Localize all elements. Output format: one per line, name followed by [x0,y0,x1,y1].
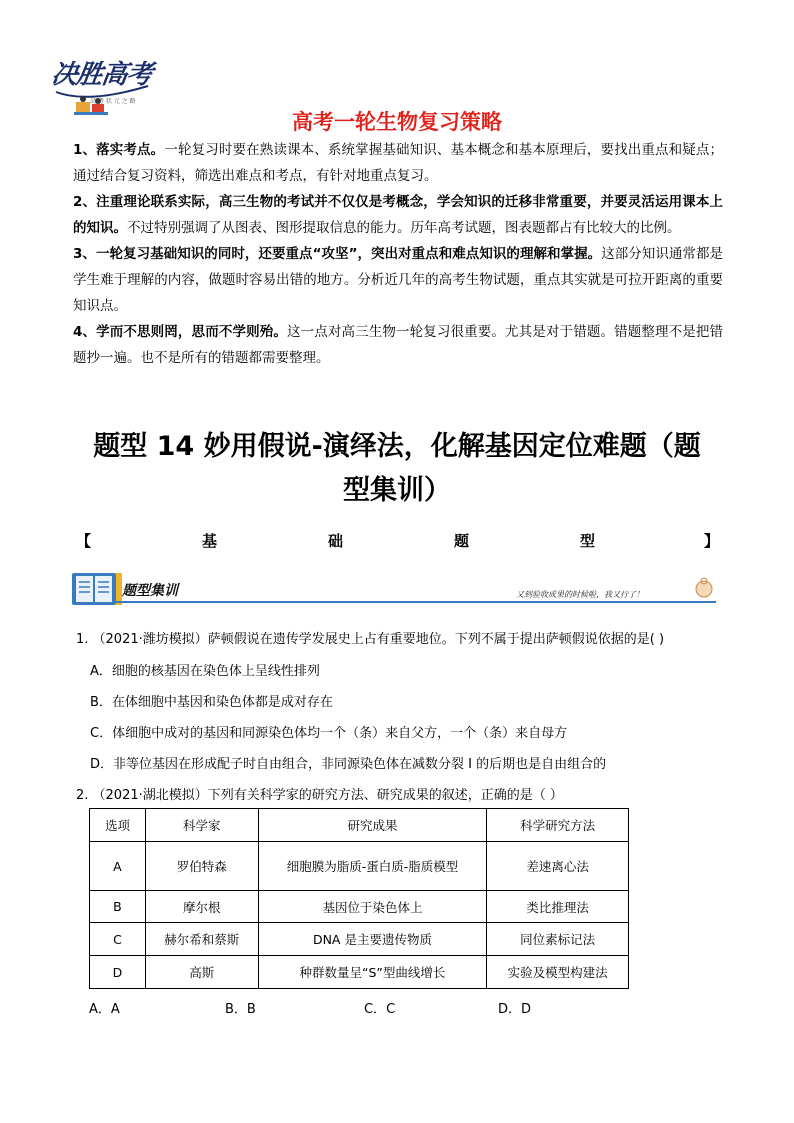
table-cell: 细胞膜为脂质-蛋白质-脂质模型 [258,842,487,891]
banner-slogan: 又到验收成果的时候啦，我又行了！ [516,590,644,599]
table-cell: 罗伯特森 [145,842,258,891]
question-1-option-d: D．非等位基因在形成配子时自由组合，非同源染色体在减数分裂 I 的后期也是自由组合的 [90,757,607,772]
table-cell: C [90,923,146,956]
strategy-item-1: 1、落实考点。一轮复习时要在熟读课本、系统掌握基础知识、基本概念和基本原理后，要找出重点和疑点；通过结合复习资料，筛选出难点和考点，有针对地重点复习。 [73,142,723,184]
table-cell: 实验及模型构建法 [487,956,629,989]
table-header: 科学研究方法 [487,809,629,842]
logo-subtext: 高 考 状 元 之 路 [90,98,136,105]
basic-question-type-heading [76,530,720,554]
basic-char-1: 基 [202,532,218,550]
question-2-answer-b: B．B [225,1002,256,1017]
table-header: 选项 [90,809,146,842]
question-2-table [89,808,629,989]
strategy-section [73,137,723,371]
section-title-line-1: 题型 14 妙用假说-演绎法，化解基因定位难题（题 [93,431,701,462]
table-header-row [90,809,629,842]
question-1-stem: 1. （2021·潍坊模拟）萨顿假说在遗传学发展史上占有重要地位。下列不属于提出萨顿假说依据的是( ) [76,632,665,647]
table-cell: 赫尔希和蔡斯 [145,923,258,956]
table-row [90,842,629,891]
table-row [90,923,629,956]
table-cell: D [90,956,146,989]
basic-char-4: 型 [580,532,596,550]
table-row [90,956,629,989]
bracket-open: 【 [76,532,92,550]
question-2-answer-c: C．C [364,1002,396,1017]
banner-divider [112,601,716,603]
table-cell: 差速离心法 [487,842,629,891]
table-cell: DNA 是主要遗传物质 [258,923,487,956]
table-header: 研究成果 [258,809,487,842]
question-2-answer-d: D．D [498,1002,532,1017]
basic-char-2: 础 [328,532,344,550]
table-cell: 高斯 [145,956,258,989]
table-cell: 同位素标记法 [487,923,629,956]
strategy-item-4: 4、学而不思则罔，思而不学则殆。这一点对高三生物一轮复习很重要。尤其是对于错题。错题整理不是把错题抄一遍。也不是所有的错题都需要整理。 [73,324,723,366]
table-cell: 摩尔根 [145,891,258,923]
logo-text: 决胜高考 [49,60,154,90]
table-cell: 基因位于染色体上 [258,891,487,923]
table-row [90,891,629,923]
table-cell: A [90,842,146,891]
question-1-option-b: B．在体细胞中基因和染色体都是成对存在 [90,695,333,710]
basic-char-3: 题 [454,532,470,550]
table-cell: B [90,891,146,923]
question-2-answer-a: A．A [89,1002,120,1017]
section-title-line-2: 型集训） [343,475,451,506]
strategy-item-2: 2、注重理论联系实际，高三生物的考试并不仅仅是考概念，学会知识的迁移非常重要，并要灵活运用课本上的知识。不过特别强调了从图表、图形提取信息的能力。历年高考试题，图表题都占有比较大的比例。 [73,194,723,236]
table-header: 科学家 [145,809,258,842]
question-2-stem: 2. （2021·湖北模拟）下列有关科学家的研究方法、研究成果的叙述，正确的是（ ） [76,788,563,803]
strategy-item-3: 3、一轮复习基础知识的同时，还要重点“攻坚”，突出对重点和难点知识的理解和掌握。这部分知识通常都是学生难于理解的内容，做题时容易出错的地方。分析近几年的高考生物试题，重点其实就是可拉开距离的重要知识点。 [73,246,723,314]
table-cell: 类比推理法 [487,891,629,923]
question-1-option-a: A．细胞的核基因在染色体上呈线性排列 [90,664,320,679]
section-title [60,425,734,513]
table-cell: 种群数量呈“S”型曲线增长 [258,956,487,989]
page-title: 高考一轮生物复习策略 [292,110,502,134]
banner-label: 题型集训 [122,583,178,599]
question-1-option-c: C．体细胞中成对的基因和同源染色体均一个（条）来自父方，一个（条）来自母方 [90,726,568,741]
bracket-close: 】 [704,532,720,550]
